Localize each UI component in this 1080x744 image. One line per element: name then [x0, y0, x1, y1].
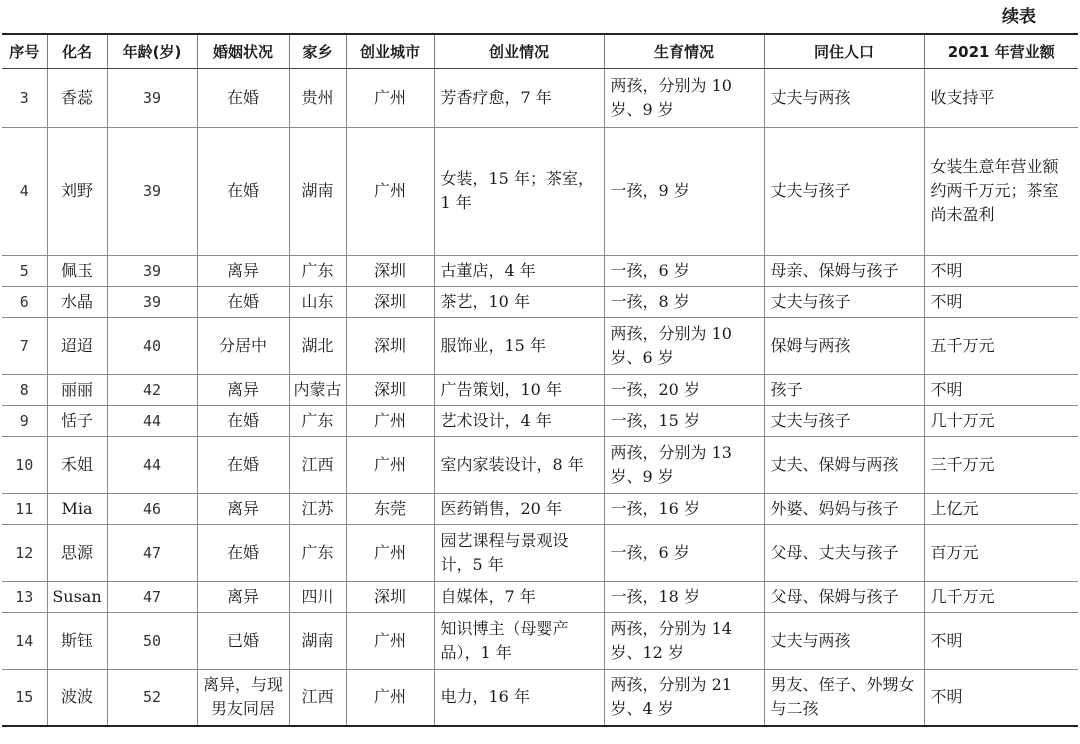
row-cohabitants: 孩子	[764, 374, 924, 405]
row-alias: Mia	[47, 493, 107, 524]
row-city: 东莞	[346, 493, 434, 524]
row-alias: 香蕊	[47, 68, 107, 127]
table-row	[2, 127, 1078, 255]
row-age: 42	[107, 374, 197, 405]
row-business: 广告策划，10 年	[434, 374, 604, 405]
row-city: 广州	[346, 524, 434, 581]
row-no: 3	[2, 68, 47, 127]
row-children: 一孩，15 岁	[604, 405, 764, 436]
row-business: 芳香疗愈，7 年	[434, 68, 604, 127]
row-hometown: 贵州	[289, 68, 346, 127]
row-children: 两孩，分别为 14 岁、12 岁	[604, 612, 764, 669]
row-marital: 在婚	[197, 286, 289, 317]
table-row	[2, 581, 1078, 612]
table-row	[2, 374, 1078, 405]
table-row	[2, 612, 1078, 669]
header-marital: 婚姻状况	[197, 34, 289, 68]
row-cohabitants: 男友、侄子、外甥女与二孩	[764, 669, 924, 726]
header-no: 序号	[2, 34, 47, 68]
row-revenue: 不明	[924, 374, 1078, 405]
row-alias: 恬子	[47, 405, 107, 436]
row-alias: 丽丽	[47, 374, 107, 405]
table-row	[2, 68, 1078, 127]
row-marital: 离异	[197, 374, 289, 405]
row-children: 一孩，20 岁	[604, 374, 764, 405]
table-row	[2, 669, 1078, 726]
row-age: 39	[107, 255, 197, 286]
row-revenue: 不明	[924, 286, 1078, 317]
row-age: 44	[107, 436, 197, 493]
row-hometown: 广东	[289, 255, 346, 286]
row-children: 一孩，9 岁	[604, 127, 764, 255]
row-cohabitants: 丈夫与孩子	[764, 286, 924, 317]
row-age: 40	[107, 317, 197, 374]
row-business: 女装，15 年；茶室，1 年	[434, 127, 604, 255]
row-alias: 佩玉	[47, 255, 107, 286]
row-revenue: 百万元	[924, 524, 1078, 581]
header-hometown: 家乡	[289, 34, 346, 68]
row-city: 深圳	[346, 255, 434, 286]
row-age: 46	[107, 493, 197, 524]
row-business: 园艺课程与景观设计，5 年	[434, 524, 604, 581]
row-business: 电力，16 年	[434, 669, 604, 726]
row-hometown: 江西	[289, 436, 346, 493]
row-cohabitants: 丈夫与孩子	[764, 405, 924, 436]
row-business: 室内家装设计，8 年	[434, 436, 604, 493]
row-city: 广州	[346, 127, 434, 255]
row-revenue: 不明	[924, 669, 1078, 726]
header-revenue: 2021 年营业额	[924, 34, 1078, 68]
header-children: 生育情况	[604, 34, 764, 68]
table-row	[2, 255, 1078, 286]
row-children: 一孩，6 岁	[604, 524, 764, 581]
row-business: 茶艺，10 年	[434, 286, 604, 317]
row-children: 一孩，16 岁	[604, 493, 764, 524]
row-marital: 在婚	[197, 405, 289, 436]
row-cohabitants: 丈夫、保姆与两孩	[764, 436, 924, 493]
row-city: 广州	[346, 612, 434, 669]
row-marital: 离异	[197, 581, 289, 612]
table-row	[2, 436, 1078, 493]
row-cohabitants: 保姆与两孩	[764, 317, 924, 374]
row-city: 深圳	[346, 286, 434, 317]
row-age: 52	[107, 669, 197, 726]
row-hometown: 山东	[289, 286, 346, 317]
row-age: 39	[107, 286, 197, 317]
row-no: 7	[2, 317, 47, 374]
row-business: 服饰业，15 年	[434, 317, 604, 374]
row-hometown: 内蒙古	[289, 374, 346, 405]
row-revenue: 三千万元	[924, 436, 1078, 493]
row-children: 两孩，分别为 13 岁、9 岁	[604, 436, 764, 493]
header-business: 创业情况	[434, 34, 604, 68]
row-age: 47	[107, 524, 197, 581]
row-city: 深圳	[346, 374, 434, 405]
row-no: 6	[2, 286, 47, 317]
row-city: 深圳	[346, 581, 434, 612]
row-marital: 离异	[197, 493, 289, 524]
row-revenue: 几十万元	[924, 405, 1078, 436]
row-age: 50	[107, 612, 197, 669]
header-city: 创业城市	[346, 34, 434, 68]
row-business: 知识博主（母婴产品），1 年	[434, 612, 604, 669]
row-cohabitants: 外婆、妈妈与孩子	[764, 493, 924, 524]
header-row	[2, 34, 1078, 68]
row-children: 两孩，分别为 21 岁、4 岁	[604, 669, 764, 726]
row-no: 13	[2, 581, 47, 612]
row-no: 5	[2, 255, 47, 286]
row-marital: 在婚	[197, 127, 289, 255]
row-cohabitants: 父母、保姆与孩子	[764, 581, 924, 612]
row-marital: 离异，与现男友同居	[197, 669, 289, 726]
row-hometown: 广东	[289, 405, 346, 436]
row-age: 44	[107, 405, 197, 436]
row-revenue: 不明	[924, 255, 1078, 286]
header-alias: 化名	[47, 34, 107, 68]
row-city: 深圳	[346, 317, 434, 374]
row-no: 15	[2, 669, 47, 726]
entrepreneur-table	[2, 33, 1078, 727]
table-row	[2, 405, 1078, 436]
row-age: 39	[107, 68, 197, 127]
row-hometown: 湖南	[289, 127, 346, 255]
row-age: 47	[107, 581, 197, 612]
row-city: 广州	[346, 669, 434, 726]
row-revenue: 收支持平	[924, 68, 1078, 127]
row-revenue: 上亿元	[924, 493, 1078, 524]
row-cohabitants: 丈夫与两孩	[764, 612, 924, 669]
row-age: 39	[107, 127, 197, 255]
row-alias: 思源	[47, 524, 107, 581]
row-no: 10	[2, 436, 47, 493]
row-cohabitants: 丈夫与两孩	[764, 68, 924, 127]
row-cohabitants: 父母、丈夫与孩子	[764, 524, 924, 581]
table-row	[2, 493, 1078, 524]
row-alias: 斯钰	[47, 612, 107, 669]
table-row	[2, 524, 1078, 581]
row-cohabitants: 母亲、保姆与孩子	[764, 255, 924, 286]
row-alias: 刘野	[47, 127, 107, 255]
row-revenue: 五千万元	[924, 317, 1078, 374]
row-alias: 迢迢	[47, 317, 107, 374]
row-business: 古董店，4 年	[434, 255, 604, 286]
row-revenue: 不明	[924, 612, 1078, 669]
table-row	[2, 317, 1078, 374]
row-alias: 波波	[47, 669, 107, 726]
row-business: 自媒体，7 年	[434, 581, 604, 612]
row-marital: 在婚	[197, 524, 289, 581]
row-no: 9	[2, 405, 47, 436]
row-hometown: 湖南	[289, 612, 346, 669]
row-alias: Susan	[47, 581, 107, 612]
row-no: 8	[2, 374, 47, 405]
row-no: 14	[2, 612, 47, 669]
row-hometown: 广东	[289, 524, 346, 581]
row-no: 12	[2, 524, 47, 581]
row-children: 两孩，分别为 10 岁、6 岁	[604, 317, 764, 374]
row-city: 广州	[346, 68, 434, 127]
row-revenue: 女装生意年营业额约两千万元；茶室尚未盈利	[924, 127, 1078, 255]
header-age: 年龄(岁)	[107, 34, 197, 68]
row-cohabitants: 丈夫与孩子	[764, 127, 924, 255]
row-alias: 禾姐	[47, 436, 107, 493]
row-revenue: 几千万元	[924, 581, 1078, 612]
row-business: 医药销售，20 年	[434, 493, 604, 524]
row-city: 广州	[346, 436, 434, 493]
row-city: 广州	[346, 405, 434, 436]
row-children: 一孩，8 岁	[604, 286, 764, 317]
row-hometown: 江苏	[289, 493, 346, 524]
header-cohabitants: 同住人口	[764, 34, 924, 68]
row-hometown: 江西	[289, 669, 346, 726]
row-no: 4	[2, 127, 47, 255]
row-marital: 在婚	[197, 436, 289, 493]
row-marital: 在婚	[197, 68, 289, 127]
row-hometown: 四川	[289, 581, 346, 612]
row-marital: 已婚	[197, 612, 289, 669]
table-row	[2, 286, 1078, 317]
row-no: 11	[2, 493, 47, 524]
row-children: 一孩，18 岁	[604, 581, 764, 612]
row-hometown: 湖北	[289, 317, 346, 374]
row-alias: 水晶	[47, 286, 107, 317]
continued-label: 续表	[1002, 7, 1036, 27]
row-business: 艺术设计，4 年	[434, 405, 604, 436]
row-marital: 分居中	[197, 317, 289, 374]
row-children: 一孩，6 岁	[604, 255, 764, 286]
row-children: 两孩，分别为 10 岁、9 岁	[604, 68, 764, 127]
row-marital: 离异	[197, 255, 289, 286]
